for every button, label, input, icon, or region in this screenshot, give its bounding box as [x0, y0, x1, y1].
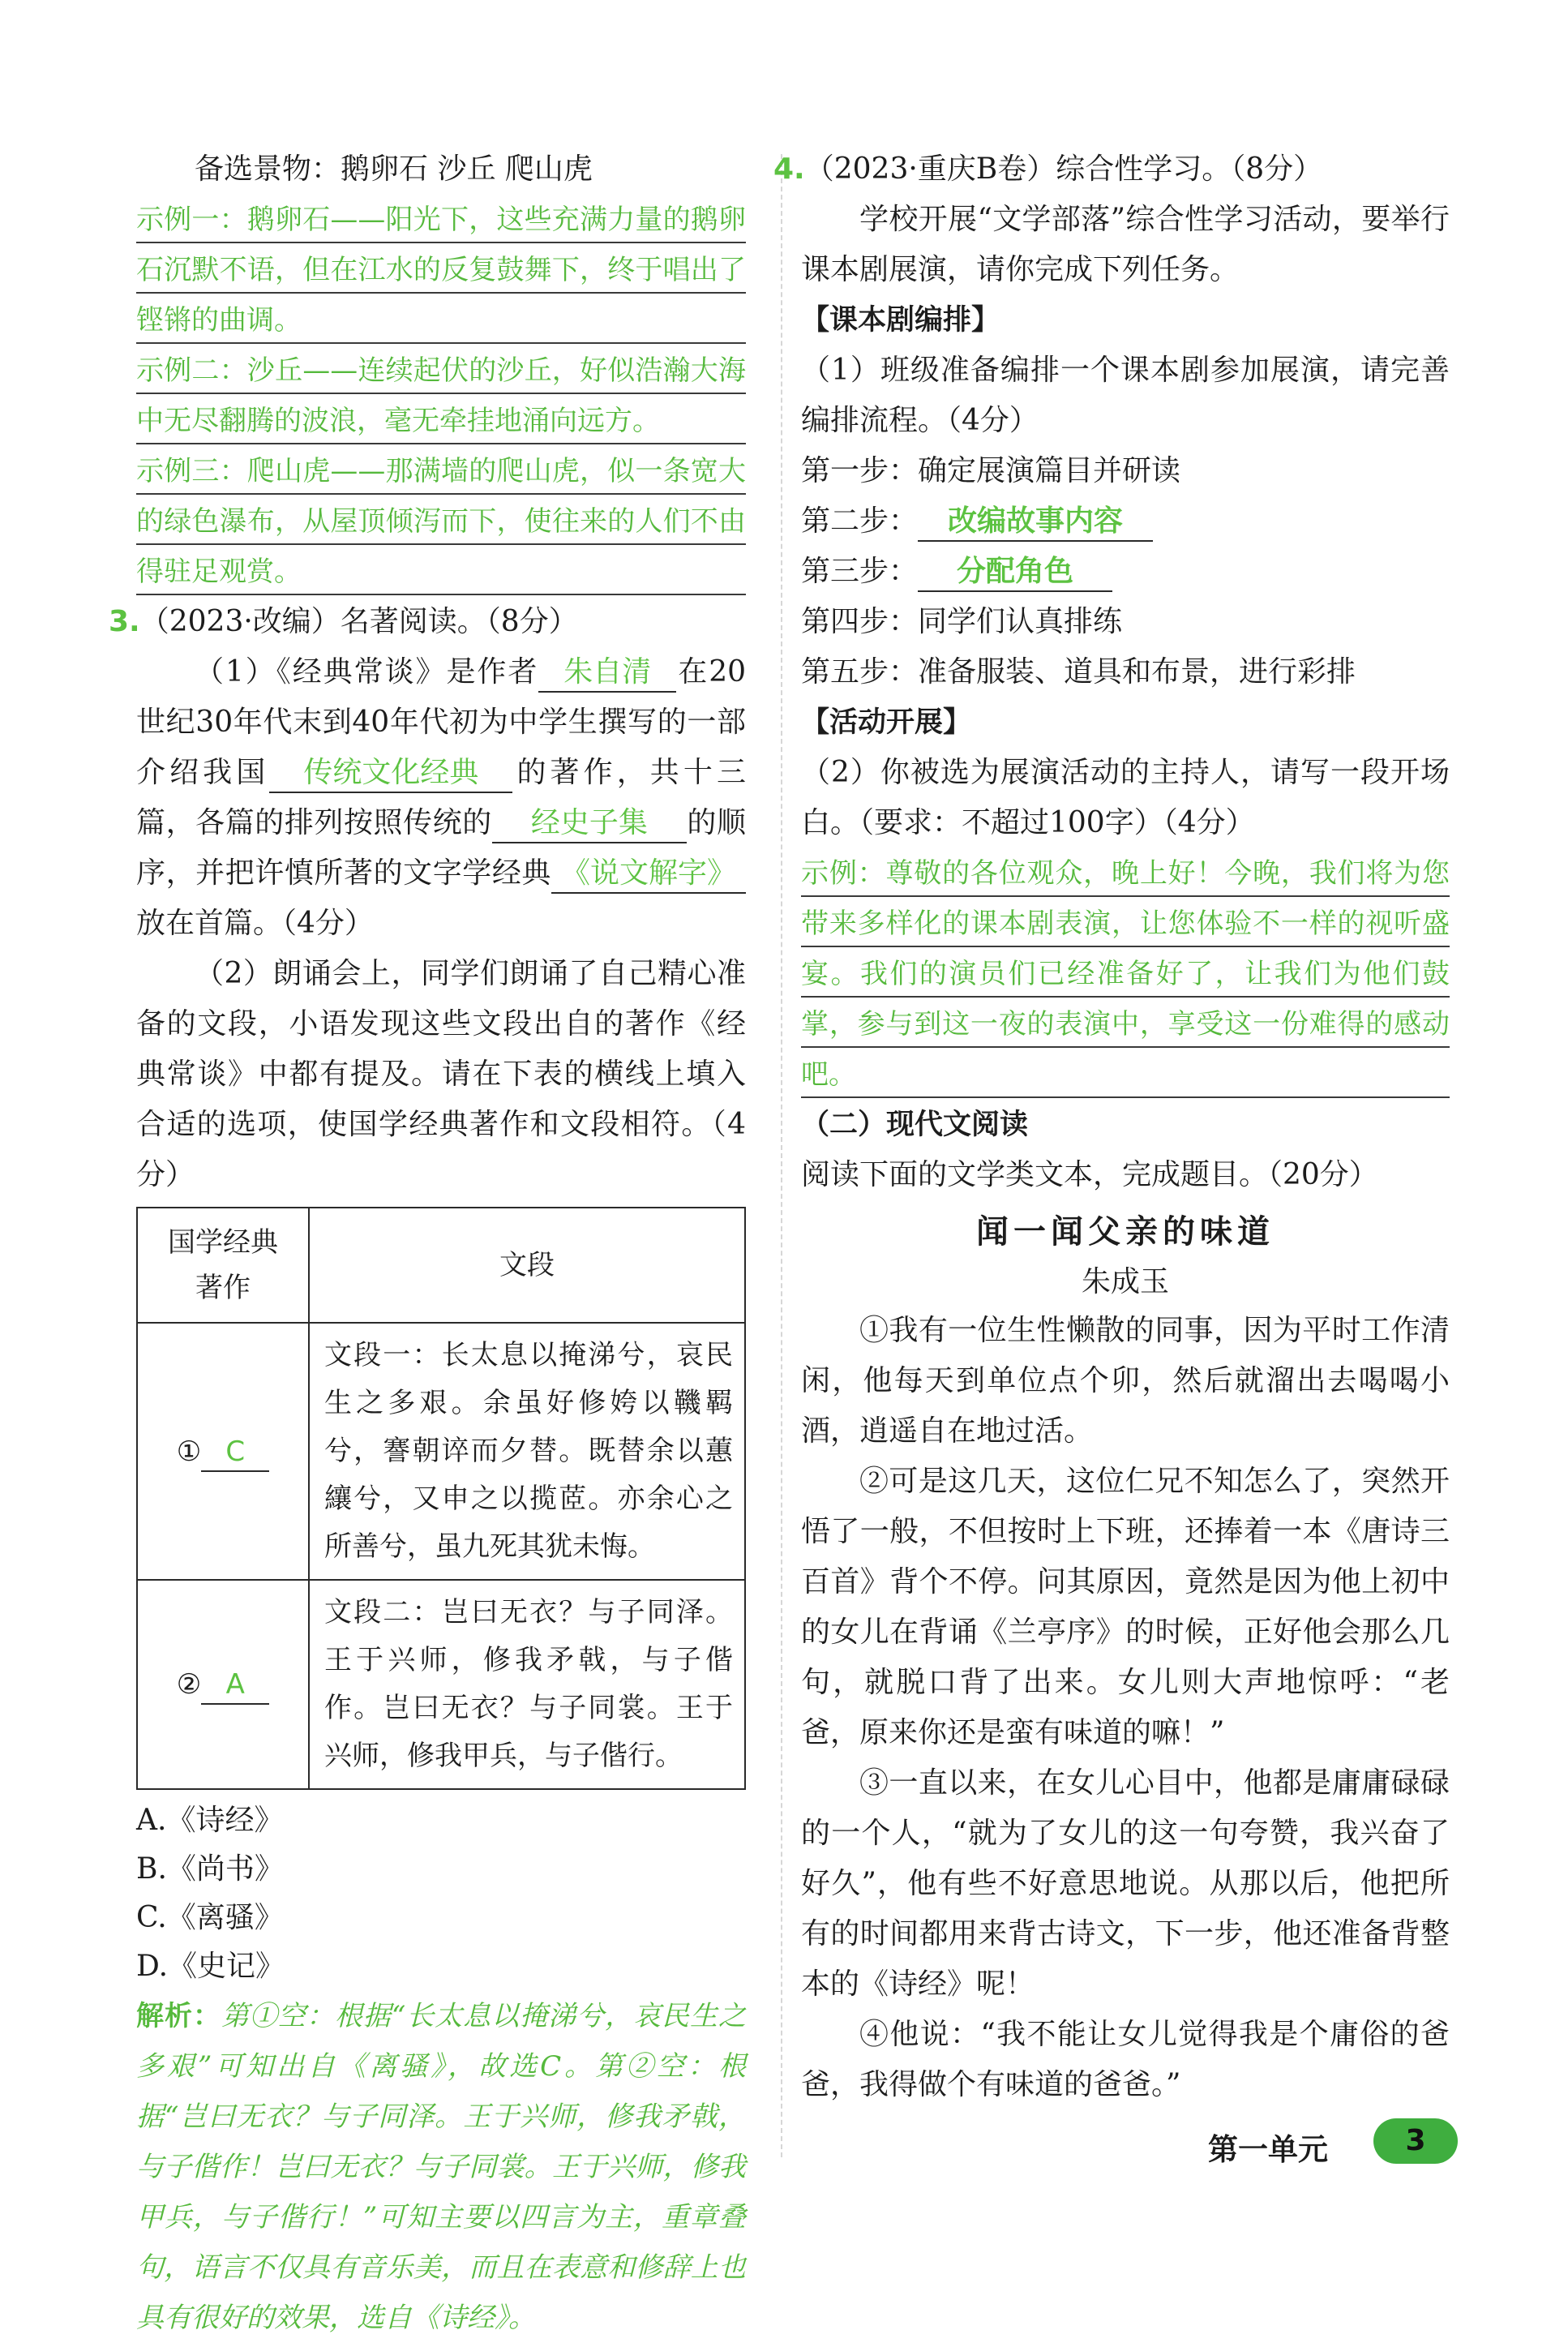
step-2-answer-blank[interactable]: 改编故事内容	[918, 503, 1153, 542]
row2-label-cell	[137, 1580, 309, 1789]
q4-part1: （1）班级准备编排一个课本剧参加展演，请完善编排流程。（4分）	[801, 354, 1450, 437]
table-header-classic	[137, 1208, 309, 1323]
q3-p1-text-d: 的顺序，并把许慎所著的文字学经典	[136, 806, 746, 890]
analysis-text: 第①空：根据“长太息以掩涕兮，哀民生之多艰”可知出自《离骚》，故选C。第②空：根据“岂曰无衣？与子同泽。王于兴师，修我矛戟，与子偕作！岂曰无衣？与子同裳。王于兴师，修我甲兵，与子偕行！”可知主要以四言为主，重章叠句，语言不仅具有音乐美，而且在表意和修辞上也具有很好的效果，选自《诗经》。	[136, 2000, 746, 2334]
row2-label: ②	[176, 1668, 202, 1701]
q4-header-text: （2023·重庆B卷）综合性学习。（8分）	[804, 152, 1323, 186]
opening-speech-answer-block	[801, 848, 1450, 1100]
analysis-label: 解析：	[136, 2000, 221, 2032]
step-3-label: 第三步：	[801, 555, 919, 588]
table-header-passage: 文段	[309, 1208, 745, 1323]
row2-answer-blank[interactable]: A	[201, 1666, 269, 1705]
q3-p1-text-b: 在20世纪30年代末到40年代初为中学生撰写的一部介绍我国	[136, 655, 747, 789]
table-col1-label: 国学经典著作	[168, 1226, 278, 1304]
q3-p1-text-a: （1）《经典常谈》是作者	[195, 655, 539, 689]
article-paragraph-3: ③一直以来，在女儿心目中，他都是庸庸碌碌的一个人，“就为了女儿的这一句夸赞，我兴奋了好久”，他有些不好意思地说。从那以后，他把所有的时间都用来背古诗文，下一步，他还准备背整本的《诗经》呢！	[801, 1766, 1450, 2001]
article-paragraph-2: ②可是这几天，这位仁兄不知怎么了，突然开悟了一般，不但按时上下班，还捧着一本《唐诗三百首》背个不停。问其原因，竟然是因为他上初中的女儿在背诵《兰亭序》的时候，正好他会那么几句，就脱口背了出来。女儿则大声地惊呼：“老爸，原来你还是蛮有味道的嘛！”	[801, 1465, 1450, 1749]
q4-header	[773, 144, 1450, 195]
q4-intro: 学校开展“文学部落”综合性学习活动，要举行课本剧展演，请你完成下列任务。	[801, 203, 1450, 286]
candidate-scenery: 备选景物：鹅卵石 沙丘 爬山虎	[195, 152, 593, 186]
answer-options	[136, 1796, 746, 1991]
step-5: 第五步：准备服装、道具和布景，进行彩排	[801, 655, 1356, 689]
row2-passage: 文段二：岂曰无衣？与子同泽。王于兴师，修我矛戟，与子偕作。岂曰无衣？与子同裳。王于兴师，修我甲兵，与子偕行。	[309, 1580, 745, 1789]
section-activity: 【活动开展】	[801, 706, 972, 739]
row1-answer-blank[interactable]: C	[201, 1433, 269, 1472]
step-3	[801, 547, 1450, 597]
step-4: 第四步：同学们认真排练	[801, 605, 1123, 638]
article-author: 朱成玉	[1081, 1265, 1169, 1298]
column-divider	[781, 154, 782, 2157]
examples-answer-block	[136, 195, 746, 597]
example-2: 示例二：沙丘——连续起伏的沙丘，好似浩瀚大海中无尽翻腾的波浪，毫无牵挂地涌向远方。	[136, 354, 746, 437]
option-a[interactable]: A.《诗经》	[136, 1804, 284, 1837]
section-script-editing: 【课本剧编排】	[801, 304, 1000, 337]
q3-part1	[136, 647, 746, 949]
analysis	[136, 1991, 746, 2343]
example-3: 示例三：爬山虎——那满墙的爬山虎，似一条宽大的绿色瀑布，从屋顶倾泻而下，使往来的人们不由得驻足观赏。	[136, 455, 746, 588]
classics-table	[136, 1207, 746, 1790]
row1-passage: 文段一：长太息以掩涕兮，哀民生之多艰。余虽好修姱以鞿羁兮，謇朝谇而夕替。既替余以蕙纕兮，又申之以揽茝。亦余心之所善兮，虽九死其犹未悔。	[309, 1323, 745, 1580]
option-c[interactable]: C.《离骚》	[136, 1901, 284, 1934]
answer-book-blank[interactable]: 《说文解字》	[551, 855, 746, 894]
q3-number: 3.	[109, 605, 140, 638]
answer-order-blank[interactable]: 经史子集	[492, 805, 687, 843]
table-header-row	[137, 1208, 745, 1323]
row1-label-cell	[137, 1323, 309, 1580]
step-3-answer-blank[interactable]: 分配角色	[918, 553, 1112, 592]
q3-p1-text-e: 放在首篇。（4分）	[136, 907, 374, 940]
opening-speech-answer: 示例：尊敬的各位观众，晚上好！今晚，我们将为您带来多样化的课本剧表演，让您体验不一样的视听盛宴。我们的演员们已经准备好了，让我们为他们鼓掌，参与到这一夜的表演中，享受这一份难得的感动吧。	[801, 857, 1450, 1091]
step-2-label: 第二步：	[801, 504, 919, 538]
page-number-badge: 3	[1373, 2118, 1458, 2164]
q4-part2: （2）你被选为展演活动的主持人，请写一段开场白。（要求：不超过100字）（4分）	[801, 756, 1450, 839]
answer-culture-blank[interactable]: 传统文化经典	[269, 754, 512, 793]
table-row	[137, 1323, 745, 1580]
unit-label: 第一单元	[1208, 2132, 1328, 2167]
option-b[interactable]: B.《尚书》	[136, 1852, 284, 1886]
q3-p1-text-c: 的著作，共十三篇，各篇的排列按照传统的	[136, 756, 746, 839]
step-2	[801, 496, 1450, 547]
right-column	[773, 144, 1450, 2110]
section-modern-reading: （二）现代文阅读	[801, 1109, 1029, 1141]
q4-number: 4.	[773, 152, 805, 186]
article-title: 闻一闻父亲的味道	[976, 1213, 1275, 1251]
table-row	[137, 1580, 745, 1789]
answer-author-blank[interactable]: 朱自清	[538, 654, 676, 693]
q3-header-text: （2023·改编）名著阅读。（8分）	[139, 605, 578, 638]
article-paragraph-1: ①我有一位生性懒散的同事，因为平时工作清闲，他每天到单位点个卯，然后就溜出去喝喝小酒，逍遥自在地过活。	[801, 1314, 1450, 1448]
row1-label: ①	[176, 1435, 202, 1468]
article-paragraph-4: ④他说：“我不能让女儿觉得我是个庸俗的爸爸，我得做个有味道的爸爸。”	[801, 2018, 1450, 2101]
step-1: 第一步：确定展演篇目并研读	[801, 454, 1181, 487]
example-1: 示例一：鹅卵石——阳光下，这些充满力量的鹅卵石沉默不语，但在江水的反复鼓舞下，终于唱出了铿锵的曲调。	[136, 204, 746, 337]
option-d[interactable]: D.《史记》	[136, 1950, 285, 1983]
reading-instruction: 阅读下面的文学类文本，完成题目。（20分）	[801, 1158, 1378, 1191]
q3-part2: （2）朗诵会上，同学们朗诵了自己精心准备的文段，小语发现这些文段出自的著作《经典常谈》中都有提及。请在下表的横线上填入合适的选项，使国学经典著作和文段相符。（4分）	[136, 957, 746, 1191]
q3-header	[109, 597, 746, 647]
left-column	[109, 144, 747, 2343]
